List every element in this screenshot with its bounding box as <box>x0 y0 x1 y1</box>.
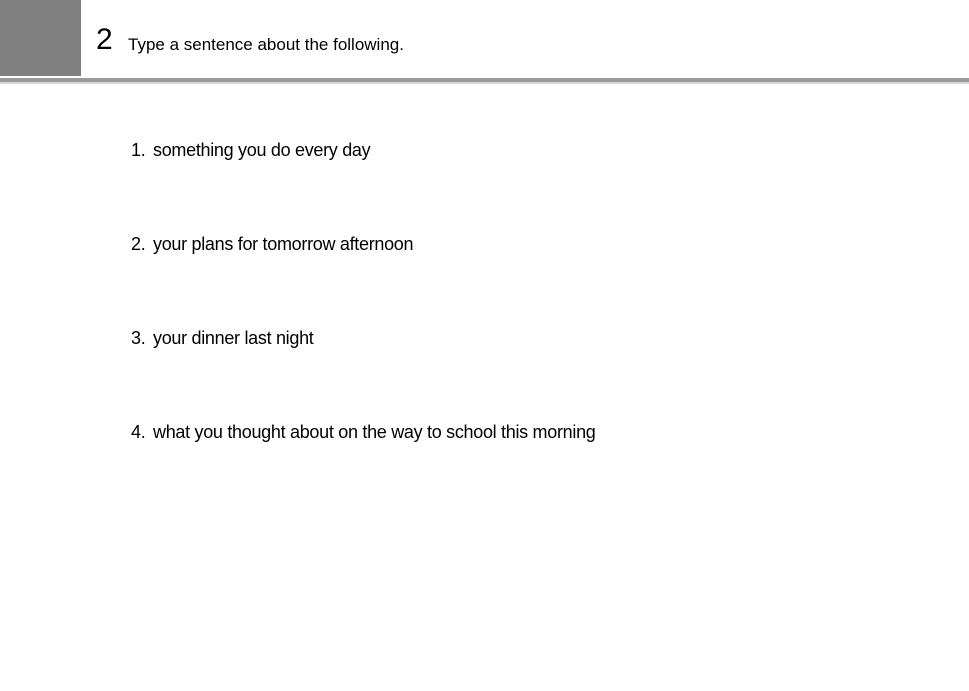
prompt-text: what you thought about on the way to school this morning <box>153 422 596 442</box>
section-marker-block <box>0 0 81 76</box>
prompt-item-4 <box>131 421 596 443</box>
section-number: 2 <box>96 23 113 56</box>
exercise-header <box>0 0 969 78</box>
exercise-instruction: Type a sentence about the following. <box>128 35 404 54</box>
prompt-number: 1. <box>131 140 146 160</box>
prompt-item-1 <box>131 139 370 161</box>
prompt-number: 3. <box>131 328 146 348</box>
prompt-item-2 <box>131 233 413 255</box>
prompt-text: your plans for tomorrow afternoon <box>153 234 414 254</box>
header-divider-shadow <box>0 82 969 84</box>
prompt-text: something you do every day <box>153 140 371 160</box>
prompt-text: your dinner last night <box>153 328 314 348</box>
prompt-number: 2. <box>131 234 146 254</box>
prompt-number: 4. <box>131 422 146 442</box>
prompt-item-3 <box>131 327 314 349</box>
